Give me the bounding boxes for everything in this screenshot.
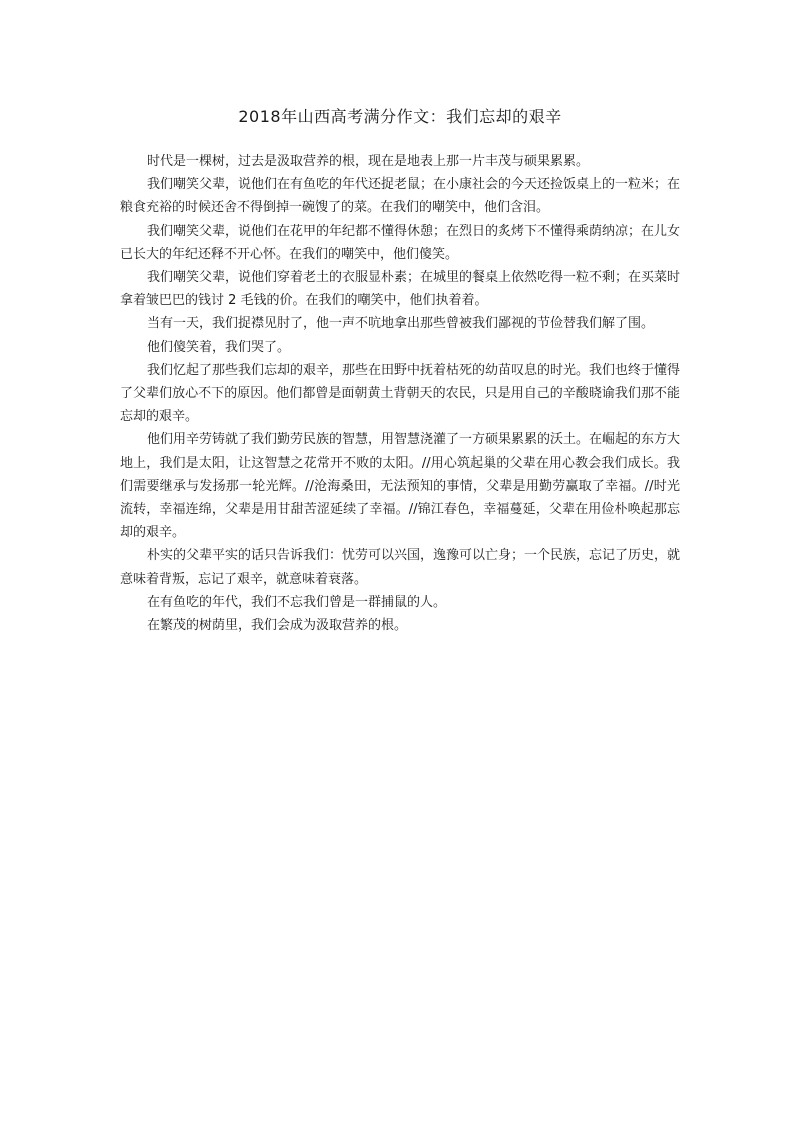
paragraph: 在繁茂的树荫里，我们会成为汲取营养的根。 — [147, 618, 408, 634]
document-title: 2018年山西高考满分作文：我们忘却的艰辛 — [238, 107, 562, 126]
paragraph: 我们嘲笑父辈，说他们在有鱼吃的年代还捉老鼠；在小康社会的今天还捡饭桌上的一粒米；在粮食充裕的时候还舍不得倒掉一碗馊了的菜。在我们的嘲笑中，他们含泪。 — [120, 177, 681, 216]
paragraph: 他们用辛劳铸就了我们勤劳民族的智慧，用智慧浇灌了一方硕果累累的沃土。在崛起的东方大地上，我们是太阳，让这智慧之花常开不败的太阳。//用心筑起巢的父辈在用心教会我们成长。我们需要继承与发扬那一轮光辉。//沧海桑田，无法预知的事情，父辈是用勤劳赢取了幸福。//时光流转，幸福连绵，父辈是用甘甜苦涩延续了幸福。//锦江春色，幸福蔓延，父辈在用俭朴唤起那忘却的艰辛。 — [120, 432, 681, 541]
paragraph: 我们嘲笑父辈，说他们在花甲的年纪都不懂得休憩；在烈日的炙烤下不懂得乘荫纳凉；在儿女已长大的年纪还释不开心怀。在我们的嘲笑中，他们傻笑。 — [120, 223, 681, 262]
paragraph: 时代是一棵树，过去是汲取营养的根，现在是地表上那一片丰茂与硕果累累。 — [147, 154, 590, 169]
paragraph: 在有鱼吃的年代，我们不忘我们曾是一群捕鼠的人。 — [147, 594, 447, 610]
document-page — [120, 104, 680, 637]
paragraph: 我们忆起了那些我们忘却的艰辛，那些在田野中抚着枯死的幼苗叹息的时光。我们也终于懂得了父辈们放心不下的原因。他们都曾是面朝黄土背朝天的农民，只是用自己的辛酸晓谕我们那不能忘却的艰辛。 — [120, 362, 681, 425]
document-body — [120, 150, 680, 637]
paragraph: 当有一天，我们捉襟见肘了，他一声不吭地拿出那些曾被我们鄙视的节俭替我们解了围。 — [147, 316, 655, 332]
paragraph: 朴实的父辈平实的话只告诉我们：忧劳可以兴国，逸豫可以亡身；一个民族，忘记了历史，就意味着背叛，忘记了艰辛，就意味着衰落。 — [120, 548, 681, 587]
paragraph: 他们傻笑着，我们哭了。 — [147, 339, 291, 355]
paragraph: 我们嘲笑父辈，说他们穿着老土的衣服显朴素；在城里的餐桌上依然吃得一粒不剩；在买菜时拿着皱巴巴的钱讨 2 毛钱的价。在我们的嘲笑中，他们执着着。 — [120, 270, 681, 309]
